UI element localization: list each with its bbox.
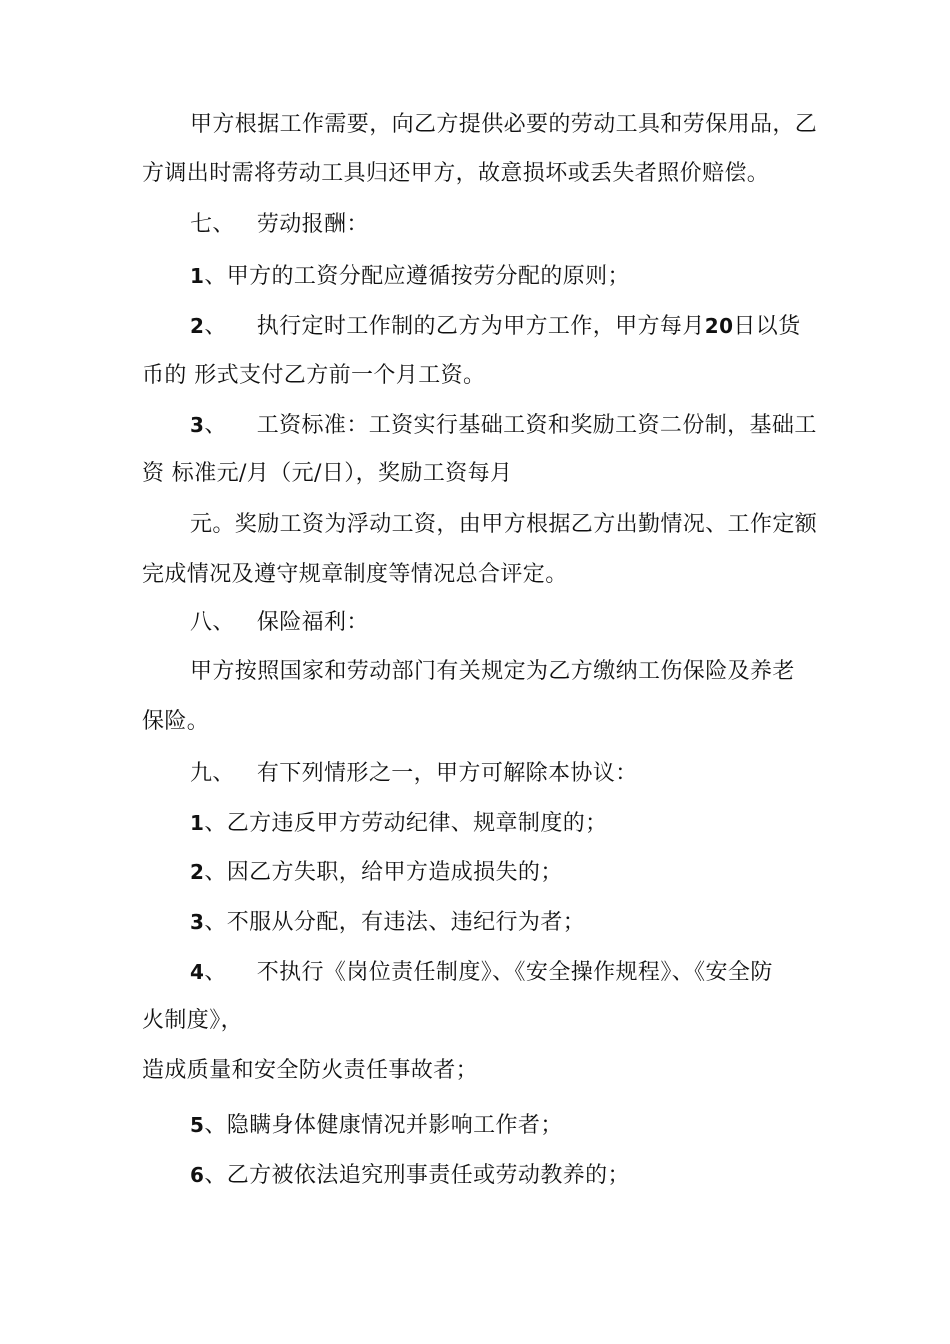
item-separator: 、 [204, 1113, 227, 1138]
paragraph-line [142, 707, 209, 737]
item-separator: 、 [204, 264, 227, 289]
item-number: 6 [190, 1163, 205, 1187]
item-text: 不执行《岗位责任制度》、《安全操作规程》、《安全防 [256, 960, 773, 985]
section-marker: 九、 [190, 761, 235, 786]
item-separator: 、 [204, 314, 227, 339]
item-text: 隐瞒身体健康情况并影响工作者； [226, 1113, 563, 1138]
section-heading-eight [190, 608, 369, 638]
item-number: 2 [190, 314, 205, 338]
item-number: 1 [190, 264, 205, 288]
item-text: 执行定时工作制的乙方为甲方工作，甲方每月 [256, 314, 705, 339]
item-text: 因乙方失职，给甲方造成损失的； [226, 860, 563, 885]
paragraph-line [190, 510, 817, 540]
item-separator: 、 [204, 1163, 227, 1188]
list-item [190, 957, 773, 988]
item-number: 5 [190, 1113, 205, 1137]
list-item [190, 410, 817, 441]
section-heading-nine [190, 759, 638, 789]
paragraph-line [142, 560, 568, 590]
list-item [190, 1160, 630, 1191]
list-item [190, 808, 608, 839]
item-separator: 、 [204, 960, 227, 985]
item-text: 乙方违反甲方劳动纪律、规章制度的； [226, 811, 608, 836]
item-number: 1 [190, 811, 205, 835]
paragraph-line [190, 657, 795, 687]
list-item [190, 311, 801, 342]
text: 方调出时需将劳动工具归还甲方，故意损坏或丢失者照价赔偿。 [142, 161, 770, 186]
list-item [190, 907, 585, 938]
list-item [190, 857, 563, 888]
text: 保险。 [142, 709, 210, 734]
paragraph-line [142, 159, 769, 189]
paragraph-line [142, 459, 512, 489]
text: 元。奖励工资为浮动工资，由甲方根据乙方出勤情况、工作定额 [190, 512, 818, 537]
item-separator: 、 [204, 413, 227, 438]
text: 甲方按照国家和劳动部门有关规定为乙方缴纳工伤保险及养老 [190, 659, 795, 684]
section-title: 劳动报酬： [256, 212, 369, 237]
section-marker: 七、 [190, 212, 235, 237]
section-title: 有下列情形之一，甲方可解除本协议： [256, 761, 638, 786]
section-heading-seven [190, 210, 369, 240]
item-separator: 、 [204, 811, 227, 836]
item-number: 4 [190, 960, 205, 984]
paragraph-line [142, 361, 485, 391]
text: 甲方根据工作需要，向乙方提供必要的劳动工具和劳保用品，乙 [190, 112, 818, 137]
item-number: 3 [190, 413, 205, 437]
day-number: 20 [704, 314, 734, 338]
section-title: 保险福利： [256, 610, 369, 635]
list-item [190, 1110, 563, 1141]
text: 火制度》， [142, 1008, 244, 1033]
item-separator: 、 [204, 910, 227, 935]
paragraph-line [190, 110, 817, 140]
paragraph-line [142, 1056, 478, 1086]
section-marker: 八、 [190, 610, 235, 635]
text: 资 标准元/月（元/日），奖励工资每月 [142, 461, 513, 486]
item-number: 3 [190, 910, 205, 934]
item-text: 乙方被依法追究刑事责任或劳动教养的； [226, 1163, 630, 1188]
item-number: 2 [190, 860, 205, 884]
item-text: 日以货 [733, 314, 801, 339]
item-text: 工资标准：工资实行基础工资和奖励工资二份制，基础工 [256, 413, 817, 438]
paragraph-line [142, 1006, 243, 1036]
text: 完成情况及遵守规章制度等情况总合评定。 [142, 562, 568, 587]
text: 币的 形式支付乙方前一个月工资。 [142, 363, 486, 388]
item-separator: 、 [204, 860, 227, 885]
item-text: 不服从分配，有违法、违纪行为者； [226, 910, 586, 935]
text: 造成质量和安全防火责任事故者； [142, 1058, 479, 1083]
item-text: 甲方的工资分配应遵循按劳分配的原则； [226, 264, 630, 289]
list-item [190, 261, 630, 292]
